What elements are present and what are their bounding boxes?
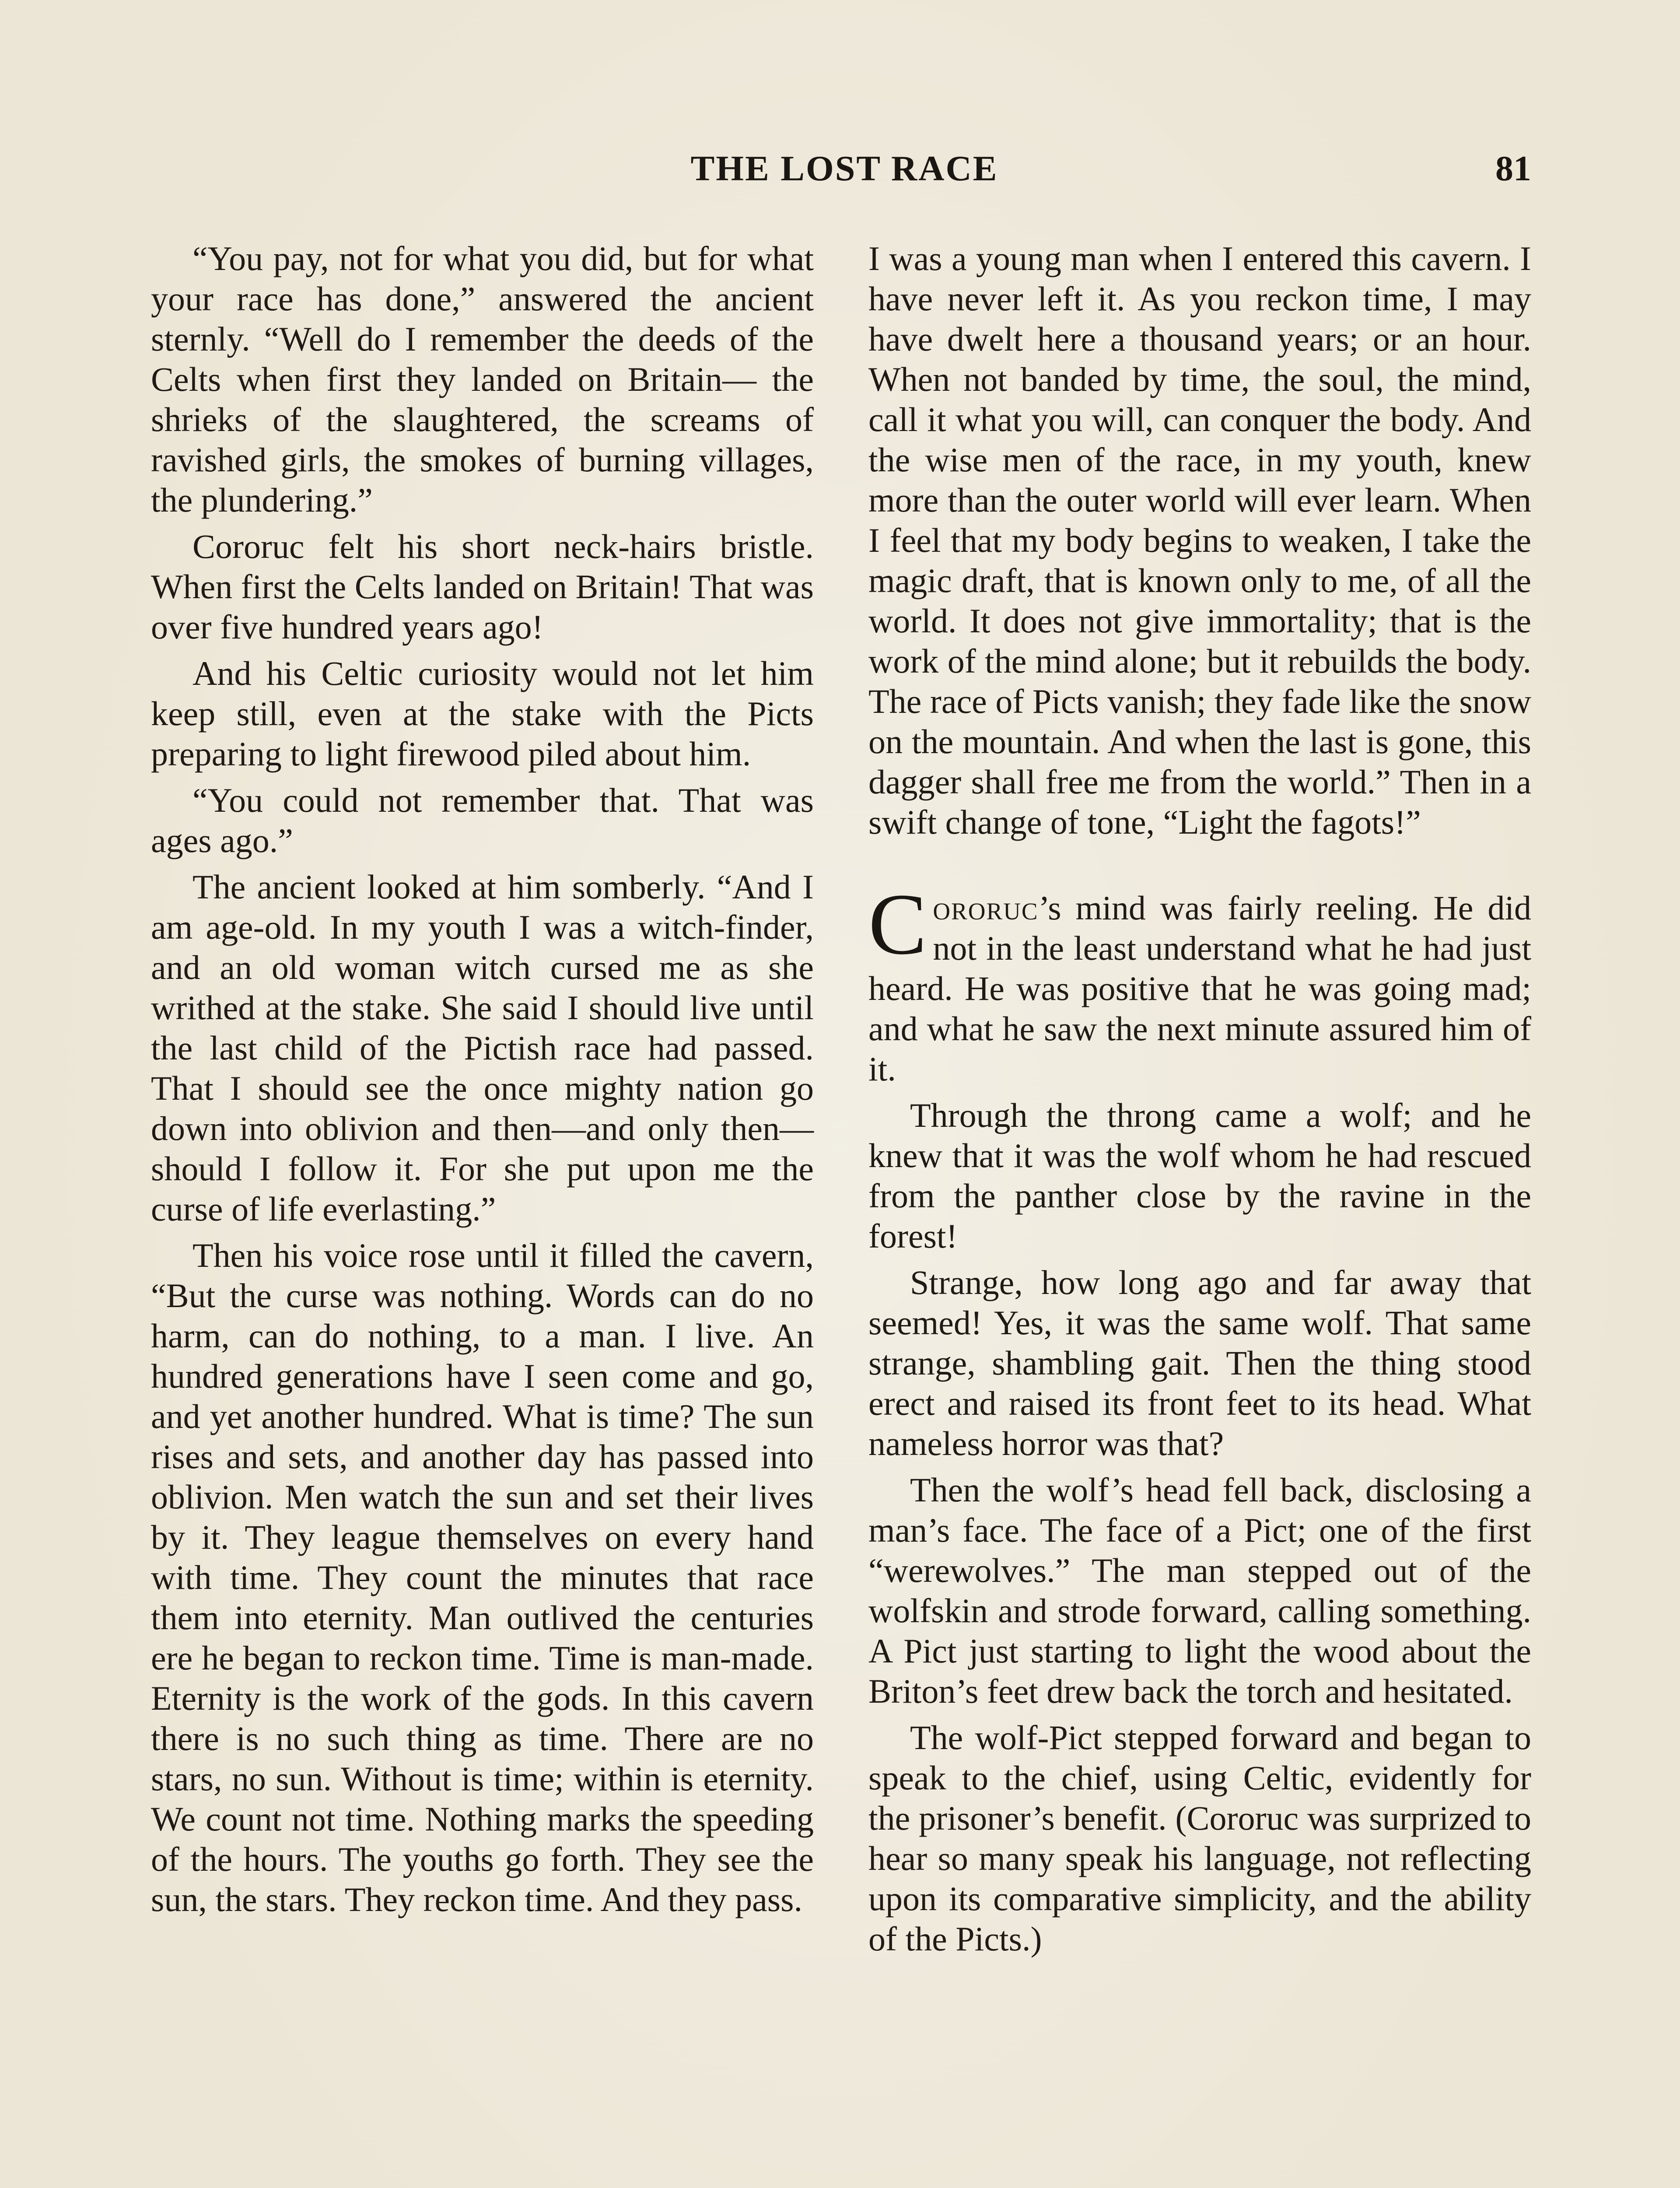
paragraph: And his Celtic curiosity would not let him keep still, even at the stake with the Picts preparing to light firewood piled about him. — [151, 654, 814, 773]
paragraph: Then his voice rose until it filled the cavern, “But the curse was nothing. Words can do no harm, can do nothing, to a man. I live. An hundred generations have I seen come and go, and yet another hundred. What is time? The sun rises and sets, and another day has passed into oblivion. Men watch the sun and set their lives by it. They league themselves on every hand with time. They count the minutes that race them into eternity. Man outlived the centuries ere he began to reckon time. Time is man-made. Eternity is the work of the gods. In this cavern there is no such thing as time. There are no stars, no sun. Without is time; within is eternity. We count not time. Nothing marks the speeding of the hours. The youths go forth. They see the sun, the stars. They reckon time. And they pass. — [151, 1236, 814, 1918]
section-break — [868, 849, 1531, 888]
paragraph: “You pay, not for what you did, but for what your race has done,” answered the ancient sternly. “Well do I remember the deeds of the Celts when first they landed on Britain— the shrieks of the slaughtered, the screams of ravished girls, the smokes of burning villages, the plundering.” — [151, 239, 814, 519]
paragraph: “You could not remember that. That was ages ago.” — [151, 781, 814, 859]
paragraph: Through the throng came a wolf; and he knew that it was the wolf whom he had rescued from the panther close by the ravine in the forest! — [868, 1096, 1531, 1255]
paragraph: Strange, how long ago and far away that seemed! Yes, it was the same wolf. That same strange, shambling gait. Then the thing stood erect and raised its front feet to its head. What nameless horror was that? — [868, 1263, 1531, 1462]
paragraph-text: ’s mind was fairly reeling. He did not in the least understand what he had just heard. He was positive that he was going mad; and what he saw the next minute assured him of it. — [868, 889, 1531, 1088]
drop-cap: C — [868, 876, 927, 973]
left-column — [151, 238, 814, 1926]
page-header — [158, 139, 1531, 200]
paragraph: The ancient looked at him somberly. “And I am age-old. In my youth I was a witch-finder, and an old woman witch cursed me as she writhed at the stake. She said I should live until the last child of the Pictish race had passed. That I should see the once mighty nation go down into oblivion and then—and only then— should I follow it. For she put upon me the curse of life everlasting.” — [151, 868, 814, 1228]
paragraph: Cororuc felt his short neck-hairs bristle. When first the Celts landed on Britain! That was over five hundred years ago! — [151, 527, 814, 646]
page-number: 81 — [1495, 148, 1531, 188]
paragraph: I was a young man when I entered this cavern. I have never left it. As you reckon time, I may have dwelt here a thousand years; or an hour. When not banded by time, the soul, the mind, call it what you will, can conquer the body. And the wise men of the race, in my youth, knew more than the outer world will ever learn. When I feel that my body begins to weaken, I take the magic draft, that is known only to me, of all the world. It does not give immortality; that is the work of the mind alone; but it rebuilds the body. The race of Picts vanish; they fade like the snow on the mountain. And when the last is gone, this dagger shall free me from the world.” Then in a swift change of tone, “Light the fagots!” — [868, 239, 1531, 841]
right-column — [868, 238, 1531, 1965]
paragraph — [868, 876, 1531, 1089]
small-caps-lead: ororuc — [933, 889, 1039, 927]
paragraph: Then the wolf’s head fell back, disclosing a man’s face. The face of a Pict; one of the first “werewolves.” The man stepped out of the wolfskin and strode forward, calling something. A Pict just starting to light the wood about the Briton’s feet drew back the torch and hesitated. — [868, 1471, 1531, 1710]
paragraph: The wolf-Pict stepped forward and began to speak to the chief, using Celtic, evidently for the prisoner’s benefit. (Cororuc was surprized to hear so many speak his language, not reflecting upon its comparative simplicity, and the ability of the Picts.) — [868, 1718, 1531, 1958]
running-title: THE LOST RACE — [690, 148, 998, 188]
